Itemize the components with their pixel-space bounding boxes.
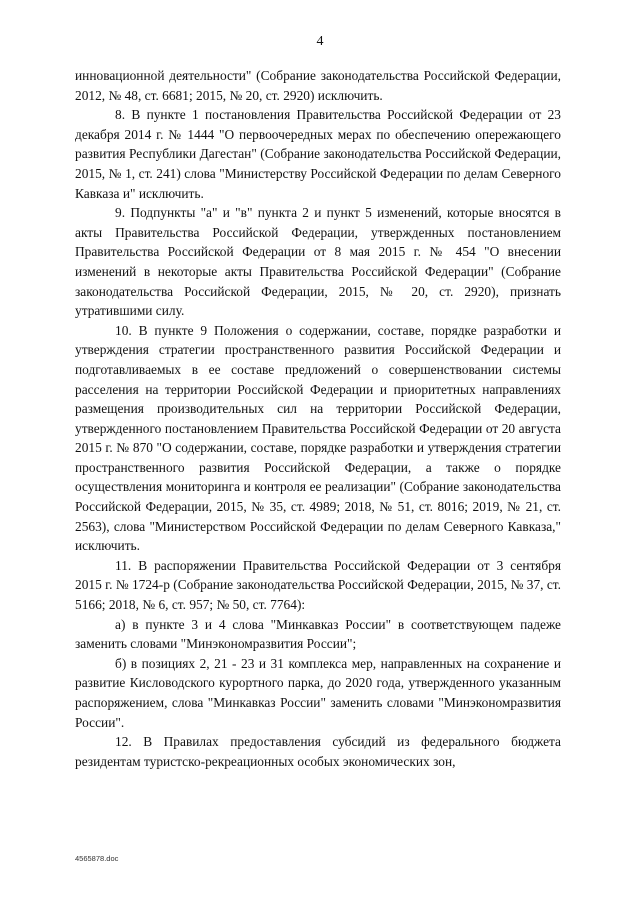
paragraph-item-12: 12. В Правилах предоставления субсидий из федерального бюджета резидентам туристско-рекреационных особых экономических зон, [75, 734, 561, 769]
paragraph-item-8: 8. В пункте 1 постановления Правительства Российской Федерации от 23 декабря 2014 г. № 1444 "О первоочередных мерах по обеспечению опережающего развития Республики Дагестан" (Собрание законодательства Российской Федерации, 2015, № 1, ст. 241) слова "Министерству Российской Федерации по делам Северного Кавказа и" исключить. [75, 107, 561, 201]
paragraph-item-11-b: б) в позициях 2, 21 - 23 и 31 комплекса мер, направленных на сохранение и развитие Кисловодского курортного парка, до 2020 года, утвержденного указанным распоряжением, слова "Минкавказ России" заменить словами "Минэкономразвития России". [75, 655, 561, 730]
paragraph-continuation: инновационной деятельности" (Собрание законодательства Российской Федерации, 2012, № 48, ст. 6681; 2015, № 20, ст. 2920) исключить. [75, 68, 561, 103]
document-body [75, 66, 561, 771]
footer-file-code: 4565878.doc [75, 854, 119, 863]
paragraph-item-10: 10. В пункте 9 Положения о содержании, составе, порядке разработки и утверждения стратегии пространственного развития Российской Федерации и подготавливаемых в ее составе предложений о совершенствовании системы расселения на территории Российской Федерации и приоритетных направлениях размещения производительных сил на территории Российской Федерации, утвержденного постановлением Правительства Российской Федерации от 20 августа 2015 г. № 870 "О содержании, составе, порядке разработки и утверждения стратегии пространственного развития Российской Федерации, а также о порядке осуществления мониторинга и контроля ее реализации" (Собрание законодательства Российской Федерации, 2015, № 35, ст. 4989; 2018, № 51, ст. 8016; 2019, № 21, ст. 2563), слова "Министерством Российской Федерации по делам Северного Кавказа," исключить. [75, 322, 561, 554]
paragraph-item-11: 11. В распоряжении Правительства Российской Федерации от 3 сентября 2015 г. № 1724-р (Собрание законодательства Российской Федерации, 2015, № 37, ст. 5166; 2018, № 6, ст. 957; № 50, ст. 7764): [75, 557, 561, 613]
paragraph-item-9: 9. Подпункты "а" и "в" пункта 2 и пункт 5 изменений, которые вносятся в акты Правительства Российской Федерации, утвержденных постановлением Правительства Российской Федерации от 8 мая 2015 г. № 454 "О внесении изменений в некоторые акты Правительства Российской Федерации" (Собрание законодательства Российской Федерации, 2015, № 20, ст. 2920), признать утратившими силу. [75, 205, 561, 319]
page-number: 4 [316, 34, 324, 49]
paragraph-item-11-a: а) в пункте 3 и 4 слова "Минкавказ России" в соответствующем падеже заменить словами "Минэкономразвития России"; [75, 616, 561, 652]
